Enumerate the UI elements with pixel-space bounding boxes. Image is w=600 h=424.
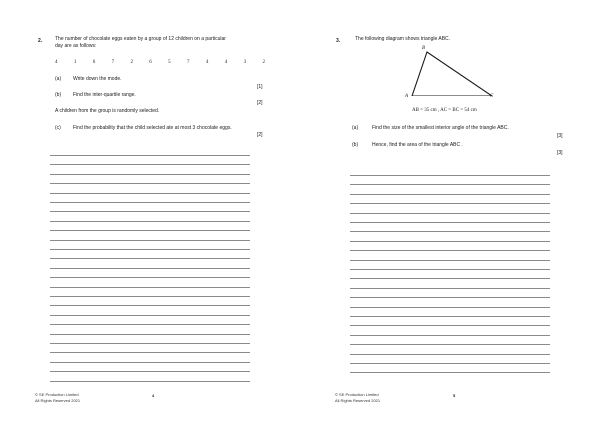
- question-intro-line1: The number of chocolate eggs eaten by a group of 12 children on a particular: [55, 36, 226, 42]
- data-value: 1: [73, 60, 77, 65]
- part-a-label: (a): [55, 76, 62, 82]
- answer-line[interactable]: [50, 230, 250, 231]
- answer-line[interactable]: [50, 305, 250, 306]
- answer-line[interactable]: [350, 297, 550, 298]
- part-a-text: Write down the mode.: [73, 76, 122, 82]
- part-c-marks: [2]: [257, 132, 263, 138]
- answer-line[interactable]: [50, 362, 250, 363]
- answer-line[interactable]: [350, 231, 550, 232]
- answer-line[interactable]: [50, 202, 250, 203]
- page-number: 5: [453, 393, 456, 398]
- footer-copyright: [335, 392, 380, 404]
- part-b-text: Hence, find the area of the triangle ABC .: [372, 142, 463, 148]
- page-number: 4: [152, 393, 155, 398]
- answer-line[interactable]: [50, 155, 250, 156]
- vertex-b-label: B: [422, 46, 426, 51]
- data-value: 4: [205, 60, 209, 65]
- triangle-caption: AB = 35 cm , AC = BC = 54 cm: [412, 108, 477, 113]
- answer-line[interactable]: [350, 241, 550, 242]
- question-intro: The following diagram shows triangle ABC.: [355, 36, 451, 42]
- answer-line[interactable]: [50, 324, 250, 325]
- part-b-label: (b): [352, 142, 359, 148]
- data-values-row: [55, 60, 265, 65]
- part-a-marks: [3]: [557, 133, 563, 139]
- answer-line[interactable]: [350, 260, 550, 261]
- part-b-marks: [3]: [557, 150, 563, 156]
- vertex-a-label: A: [405, 94, 409, 99]
- data-value: 4: [224, 60, 228, 65]
- part-c-text: Find the probability that the child selected ate at most 3 chocolate eggs.: [73, 125, 232, 131]
- answer-line[interactable]: [50, 371, 250, 372]
- answer-line[interactable]: [50, 240, 250, 241]
- part-c-label: (c): [55, 125, 61, 131]
- data-value: 2: [262, 60, 265, 65]
- triangle-diagram: [400, 44, 500, 96]
- answer-line[interactable]: [350, 363, 550, 364]
- answer-line[interactable]: [350, 222, 550, 223]
- answer-line[interactable]: [350, 203, 550, 204]
- answer-line[interactable]: [350, 278, 550, 279]
- part-b-text: Find the inter-quartile range.: [73, 92, 136, 98]
- right-page: [300, 0, 600, 424]
- part-b-marks: [2]: [257, 100, 263, 106]
- answer-line[interactable]: [50, 381, 250, 382]
- answer-line[interactable]: [50, 174, 250, 175]
- footer-line1: © SE Production Limited: [35, 392, 79, 397]
- answer-line[interactable]: [50, 258, 250, 259]
- question-intro-line2: day are as follows:: [55, 43, 97, 49]
- answer-line[interactable]: [350, 325, 550, 326]
- data-value: 2: [130, 60, 133, 65]
- data-value: 7: [111, 60, 115, 65]
- question-number: 3.: [336, 38, 341, 44]
- data-value: 7: [187, 60, 190, 65]
- answer-line[interactable]: [350, 184, 550, 185]
- question-number: 2.: [38, 38, 43, 44]
- footer-line1: © SE Production Limited: [335, 392, 379, 397]
- footer-line2: All Rights Reserved 2021: [335, 398, 381, 403]
- answer-line[interactable]: [350, 213, 550, 214]
- answer-line[interactable]: [50, 277, 250, 278]
- answer-line[interactable]: [50, 334, 250, 335]
- part-a-marks: [1]: [257, 84, 263, 90]
- footer-line2: All Rights Reserved 2021: [35, 398, 81, 403]
- answer-line[interactable]: [50, 352, 250, 353]
- answer-line[interactable]: [50, 164, 250, 165]
- answer-line[interactable]: [50, 211, 250, 212]
- footer-copyright: [35, 392, 80, 404]
- answer-line[interactable]: [50, 287, 250, 288]
- answer-line[interactable]: [350, 316, 550, 317]
- answer-line[interactable]: [350, 354, 550, 355]
- answer-line[interactable]: [350, 344, 550, 345]
- answer-line[interactable]: [350, 269, 550, 270]
- part-a-text: Find the size of the smallest interior angle of the triangle ABC.: [372, 125, 509, 131]
- answer-line[interactable]: [50, 343, 250, 344]
- vertex-c-label: C: [490, 94, 494, 99]
- part-b-label: (b): [55, 92, 62, 98]
- answer-line[interactable]: [50, 249, 250, 250]
- answer-line[interactable]: [50, 315, 250, 316]
- data-value: 5: [168, 60, 171, 65]
- answer-line[interactable]: [350, 250, 550, 251]
- answer-line[interactable]: [350, 175, 550, 176]
- answer-line[interactable]: [350, 307, 550, 308]
- answer-line[interactable]: [350, 335, 550, 336]
- answer-line[interactable]: [350, 288, 550, 289]
- answer-line[interactable]: [350, 372, 550, 373]
- data-value: 6: [92, 60, 96, 65]
- answer-line[interactable]: [50, 183, 250, 184]
- triangle-shape: [412, 52, 492, 96]
- part-a-label: (a): [352, 125, 359, 131]
- selection-statement: A children from the group is randomly selected.: [55, 108, 160, 114]
- data-value: 6: [149, 60, 152, 65]
- data-value: 4: [55, 60, 58, 65]
- data-value: 3: [243, 60, 247, 65]
- answer-line[interactable]: [50, 193, 250, 194]
- answer-line[interactable]: [50, 221, 250, 222]
- answer-line[interactable]: [50, 296, 250, 297]
- answer-line[interactable]: [350, 194, 550, 195]
- answer-line[interactable]: [50, 268, 250, 269]
